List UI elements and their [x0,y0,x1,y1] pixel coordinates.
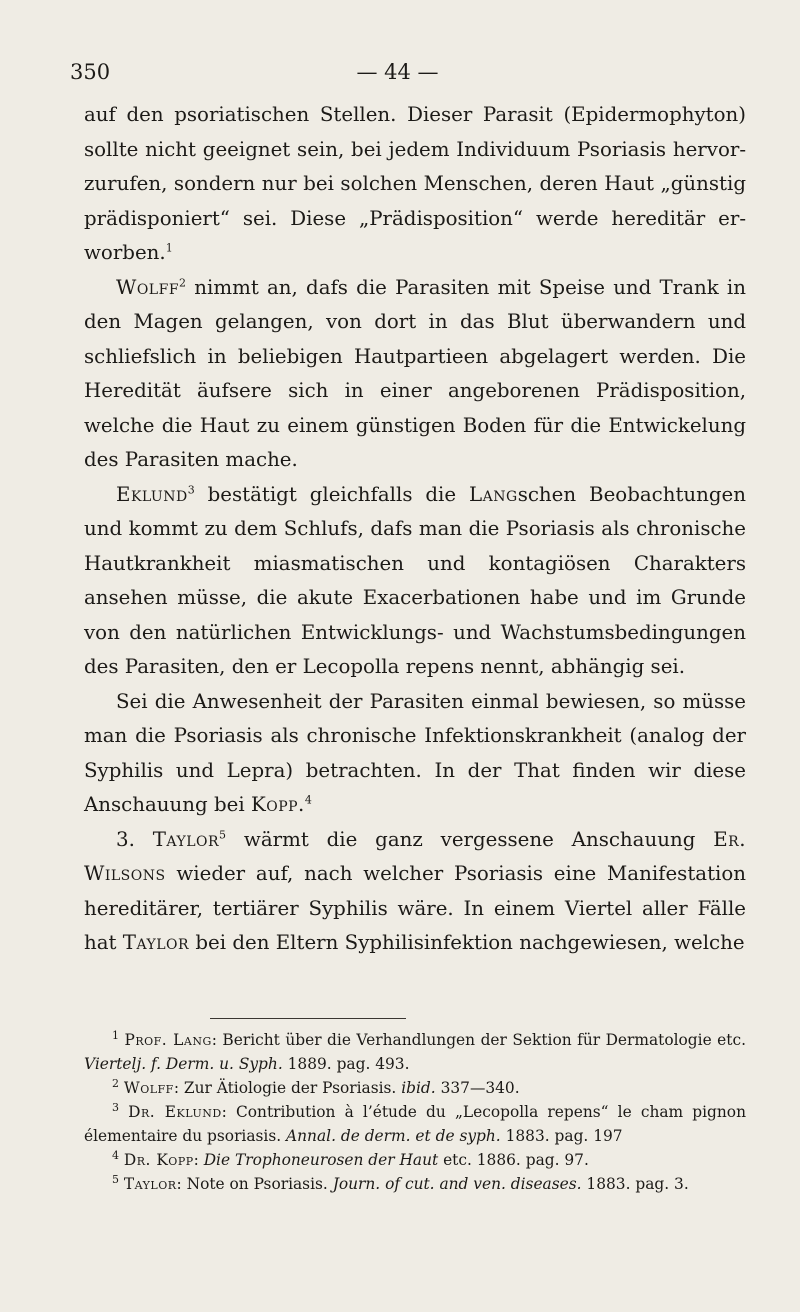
author-taylor: Taylor [152,827,220,851]
footnote-text: : Contribution à l’étude du „Lecopolla repens“ le cham pignon élementaire du psoriasis. [84,1103,746,1145]
footnote-author: Wolff [123,1079,174,1097]
page-number: 350 [70,60,111,84]
footnote-citation: 1883. pag. 197 [500,1127,623,1145]
footnote-author: Dr. Kopp [123,1151,194,1169]
footnote-number: 1 [112,1028,119,1042]
footnote-text: : Zur Ätiologie der Psoriasis. [173,1079,402,1097]
main-text [84,98,746,961]
paragraph-1 [84,98,746,271]
paragraph-2 [84,271,746,478]
footnote [84,1172,746,1196]
paragraph-2-text: nimmt an, dafs die Parasiten mit Speise und Trank in den Magen gelangen, von dort in das Blut überwandern und schliefslich in beliebigen Hautpartieen abgelagert werden. Die Heredität äufsere sich in einer angeborenen Prädisposition, welche die Haut zu einem günstigen Boden für die Entwickelung des Parasiten mache. [84,275,746,471]
footnote-ref-1: 1 [165,241,173,255]
footnote-citation: 1883. pag. 3. [581,1175,689,1193]
footnote-author: Prof. Lang [124,1031,212,1049]
footnote-citation: 1889. pag. 493. [282,1055,410,1073]
footnote-divider [210,1018,406,1019]
footnote-number: 4 [112,1148,119,1162]
footnote [84,1076,746,1100]
author-lang: Lang [469,482,518,506]
footnote-ref-2: 2 [179,275,187,289]
footnote-citation: 337—340. [435,1079,520,1097]
paragraph-1-text: auf den psoriatischen Stellen. Dieser Parasit (Epidermophyton) sollte nicht geeignet sein, bei jedem Individuum Psoriasis hervorzurufen, sondern nur bei solchen Menschen, deren Haut „günstig prädisponiert“ sei. Diese „Prädisposition“ werde hereditär erworben. [84,103,746,264]
footnote-journal: Journ. of cut. and ven. diseases. [332,1175,582,1193]
footnote [84,1148,746,1172]
author-wilson: Er. Wilsons [84,827,746,885]
paragraph-4-text: Sei die Anwesenheit der Parasiten einmal bewiesen, so müsse man die Psoriasis als chronische Infektionskrankheit (analog der Syphilis und Lepra) betrachten. In der That finden wir diese Anschauung bei [84,689,746,816]
footnote-journal: Die Trophoneurosen der Haut [203,1151,439,1169]
footnotes [84,1028,746,1196]
author-taylor-2: Taylor [122,931,190,954]
footnote-number: 3 [112,1100,119,1114]
paragraph-3-text-b: schen Beobachtungen und kommt zu dem Schlufs, dafs man die Psoriasis als chronische Hautkrankheit miasmatischen und kontagiösen Charakters ansehen müsse, die akute Exacerbationen habe und im Grunde von den natürlichen Entwicklungs- und Wachstumsbedingungen des Parasiten, den er Lecopolla repens nennt, abhängig sei. [84,482,747,678]
footnote-author: Dr. Eklund [128,1103,222,1121]
footnote-number: 5 [112,1172,119,1186]
paragraph-3 [84,478,746,685]
footnote [84,1028,746,1076]
footnote-ref-5: 5 [219,827,227,841]
footnote-text: : [193,1151,204,1169]
footnote-journal: Viertelj. f. Derm. u. Syph. [84,1055,283,1073]
paragraph-5-text-b: wieder auf, nach welcher Psoriasis eine Manifestation hereditärer, tertiärer Syphilis wäre. In einem Viertel aller Fälle hat [84,862,746,954]
section-number: 3. [116,827,153,851]
author-eklund: Eklund [116,482,188,506]
footnote-ref-3: 3 [187,482,195,496]
page-header [70,60,725,90]
folio: — 44 — [356,60,439,84]
paragraph-4 [84,685,746,823]
footnote-text: : Note on Psoriasis. [176,1175,333,1193]
author-kopp: Kopp. [250,793,305,816]
footnote-journal: ibid. [401,1079,436,1097]
footnote-journal: Annal. de derm. et de syph. [286,1127,501,1145]
footnote-number: 2 [112,1076,119,1090]
paragraph-5-text-a: wärmt die ganz vergessene Anschauung [226,827,714,851]
footnote-author: Taylor [123,1175,177,1193]
author-wolff: Wolff [116,275,180,299]
footnote-text: : Bericht über die Verhandlungen der Sektion für Dermatologie etc. [211,1031,746,1049]
footnote [84,1100,746,1148]
paragraph-5 [84,823,746,961]
footnote-citation: etc. 1886. pag. 97. [438,1151,589,1169]
paragraph-5-text-c: bei den Eltern Syphilisinfektion nachgewiesen, welche [189,931,745,954]
paragraph-3-text-a: bestätigt gleichfalls die [194,482,470,506]
footnote-ref-4: 4 [304,793,312,807]
